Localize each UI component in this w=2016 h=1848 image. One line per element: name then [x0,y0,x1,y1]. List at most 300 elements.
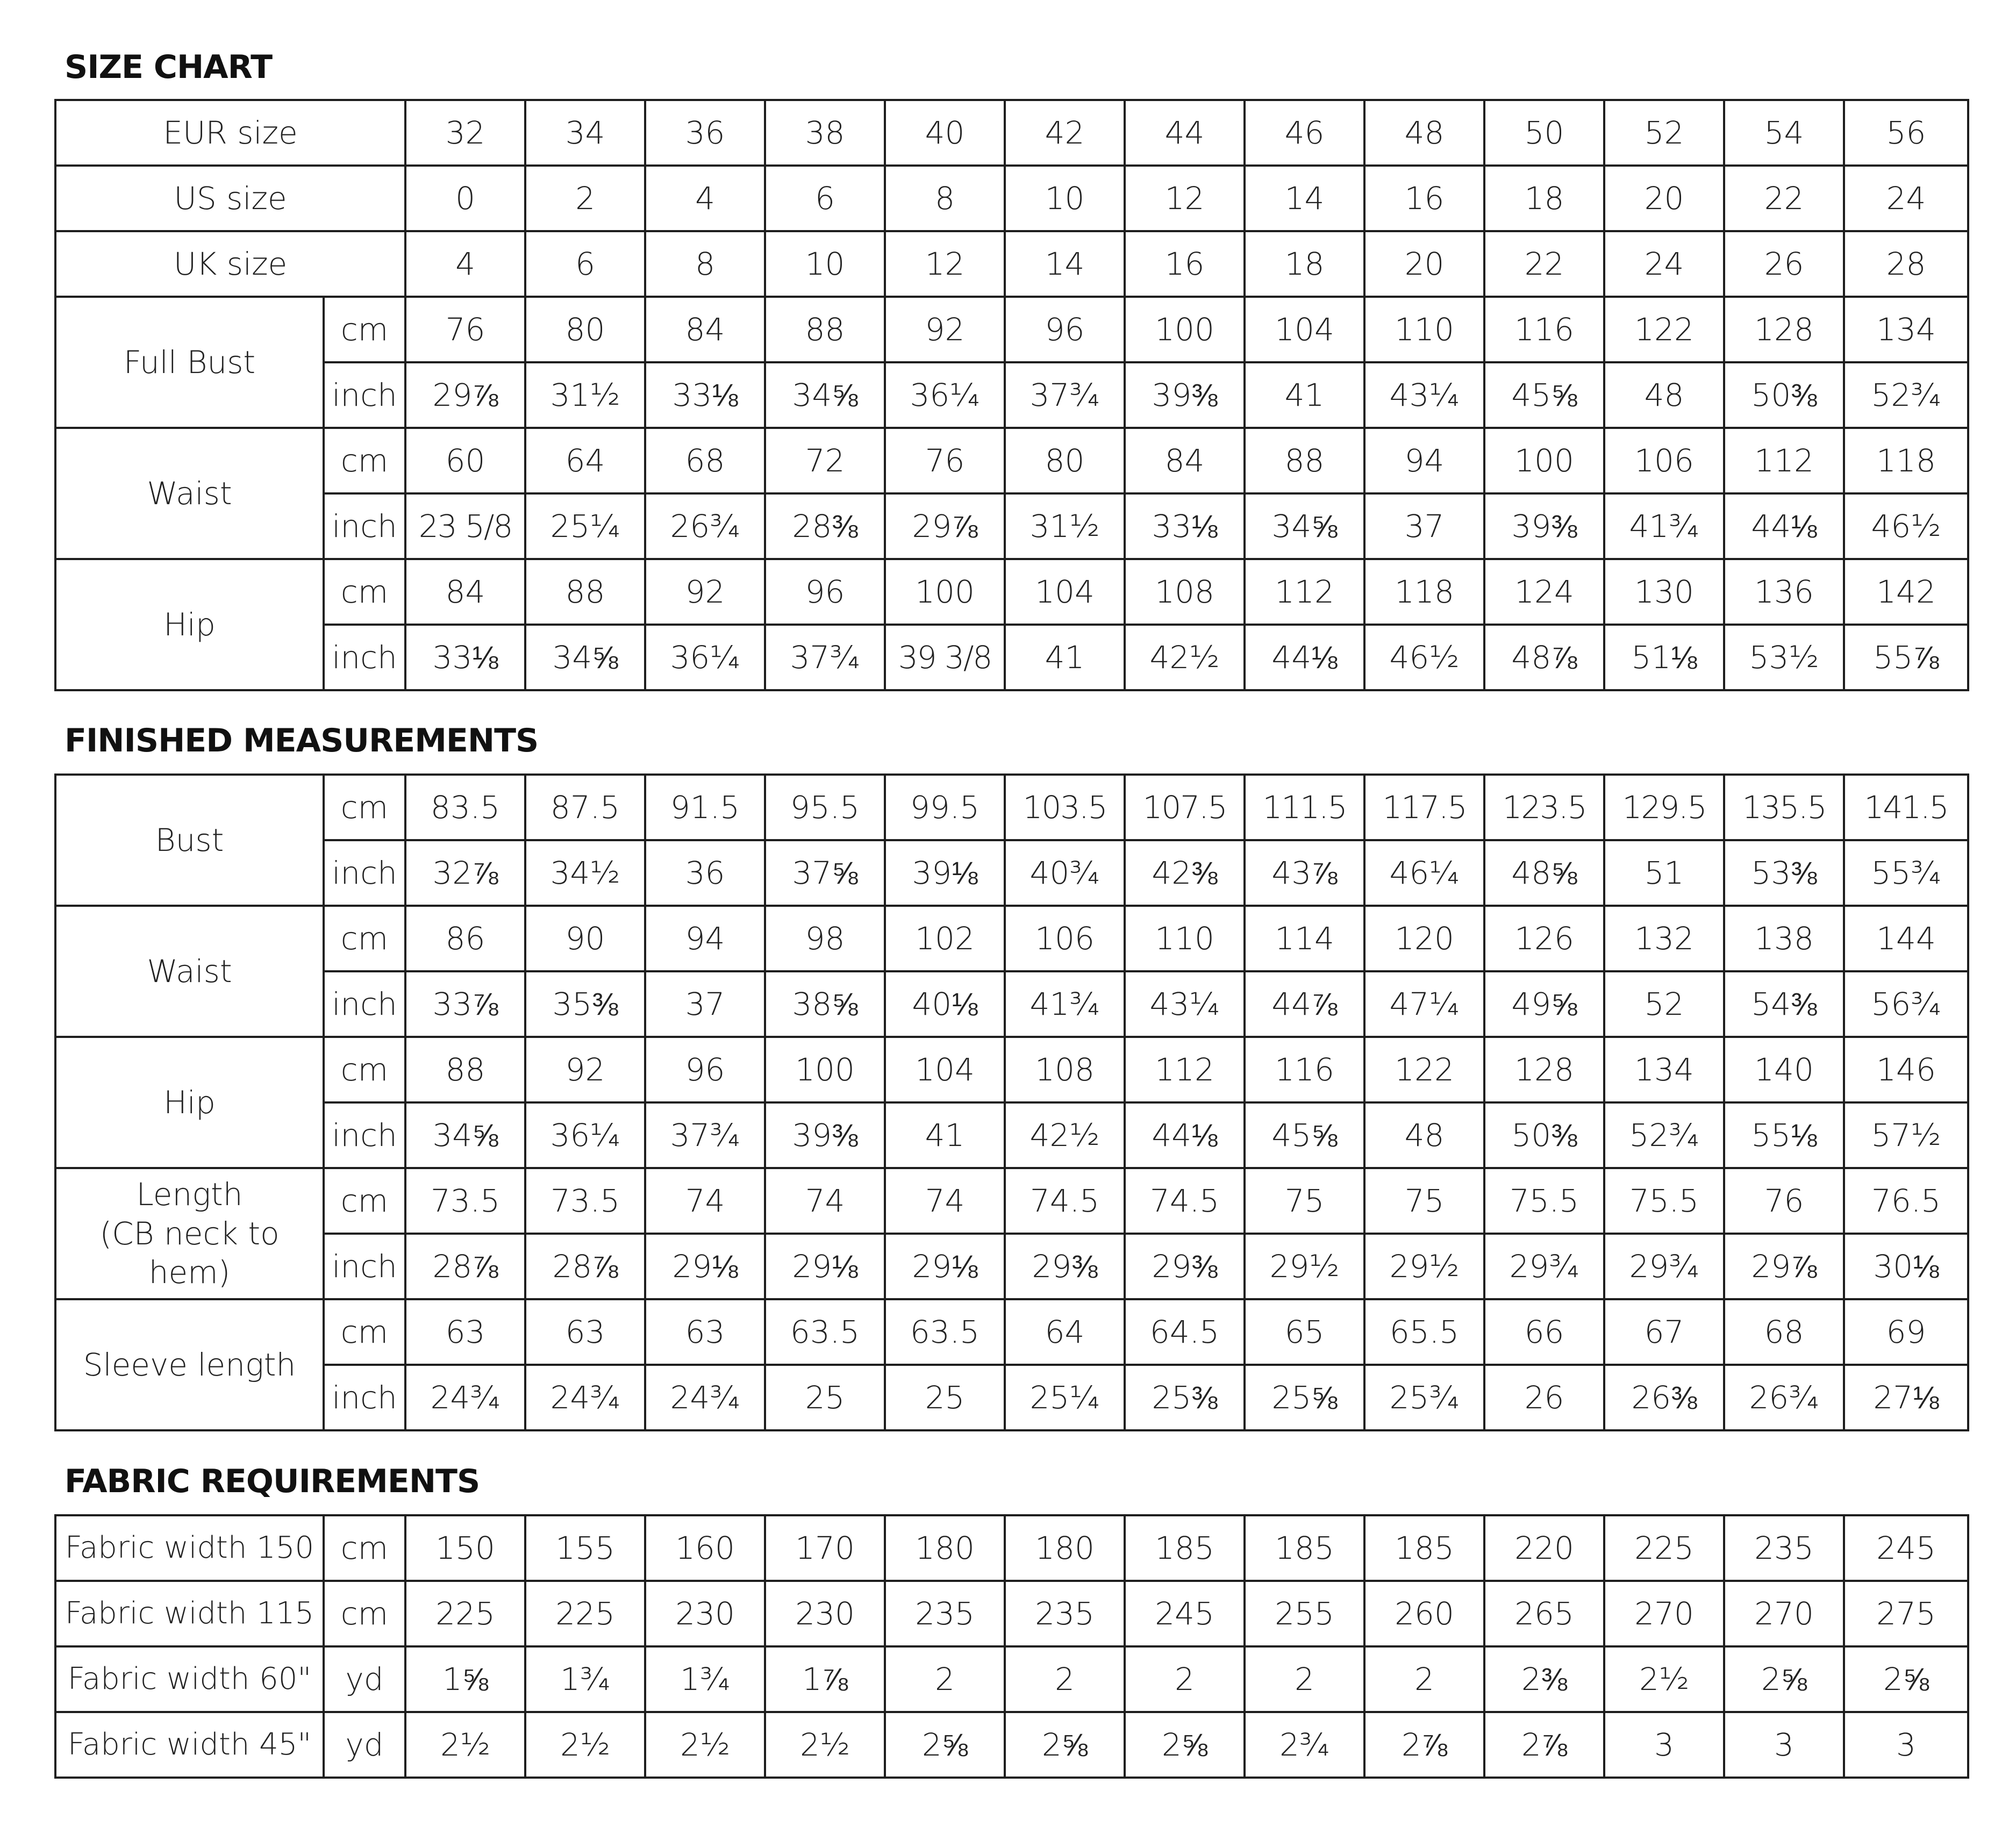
value-cell: 100 [885,559,1005,625]
value-cell: 75.5 [1484,1168,1604,1234]
value-cell: 42½ [1005,1102,1125,1168]
value-cell: 68 [645,428,765,493]
value-cell: 29¾ [1604,1234,1724,1299]
value-cell: 3 [1604,1712,1724,1778]
value-cell: 86 [405,906,525,971]
value-cell: 76 [885,428,1005,493]
value-cell: 34⅝ [405,1102,525,1168]
table-row [55,1712,1968,1778]
value-cell: 180 [885,1515,1005,1581]
value-cell: 53½ [1724,625,1844,690]
value-cell: 27⅛ [1844,1365,1968,1430]
value-cell: 24 [1844,166,1968,231]
value-cell: 2½ [645,1712,765,1778]
value-cell: 39⅜ [765,1102,885,1168]
value-cell: 63.5 [885,1299,1005,1365]
value-cell: 94 [645,906,765,971]
table-row [55,100,1968,166]
value-cell: 108 [1125,559,1245,625]
value-cell: 46 [1245,100,1364,166]
unit-cell: inch [324,840,405,906]
table-row [55,362,1968,428]
value-cell: 2⅝ [1844,1646,1968,1712]
fabric-label: Fabric width 150 [55,1515,324,1581]
value-cell: 4 [645,166,765,231]
value-cell: 28⅞ [405,1234,525,1299]
value-cell: 29½ [1245,1234,1364,1299]
unit-cell: cm [324,559,405,625]
value-cell: 235 [1724,1515,1844,1581]
value-cell: 18 [1245,231,1364,297]
value-cell: 48⅞ [1484,625,1604,690]
unit-cell: cm [324,1581,405,1646]
unit-cell: yd [324,1646,405,1712]
value-cell: 26¾ [1724,1365,1844,1430]
value-cell: 24 [1604,231,1724,297]
unit-cell: cm [324,775,405,840]
value-cell: 2 [885,1646,1005,1712]
value-cell: 52¾ [1604,1102,1724,1168]
value-cell: 34 [525,100,645,166]
unit-cell: cm [324,1515,405,1581]
value-cell: 1⅞ [765,1646,885,1712]
value-cell: 107.5 [1125,775,1245,840]
value-cell: 29⅛ [765,1234,885,1299]
value-cell: 25 [885,1365,1005,1430]
table-row [55,840,1968,906]
value-cell: 63 [645,1299,765,1365]
value-cell: 2½ [405,1712,525,1778]
value-cell: 2 [1005,1646,1125,1712]
value-cell: 96 [645,1037,765,1102]
value-cell: 112 [1724,428,1844,493]
unit-cell: inch [324,971,405,1037]
value-cell: 40⅛ [885,971,1005,1037]
table-row [55,493,1968,559]
value-cell: 2⅝ [1724,1646,1844,1712]
value-cell: 2⅞ [1364,1712,1484,1778]
value-cell: 150 [405,1515,525,1581]
value-cell: 83.5 [405,775,525,840]
value-cell: 2⅝ [1005,1712,1125,1778]
value-cell: 96 [1005,297,1125,362]
value-cell: 106 [1005,906,1125,971]
value-cell: 95.5 [765,775,885,840]
value-cell: 63 [405,1299,525,1365]
value-cell: 43¼ [1125,971,1245,1037]
value-cell: 53⅜ [1724,840,1844,906]
value-cell: 225 [1604,1515,1724,1581]
value-cell: 55⅛ [1724,1102,1844,1168]
measurement-name: Waist [147,952,232,990]
value-cell: 33⅞ [405,971,525,1037]
value-cell: 29⅜ [1125,1234,1245,1299]
value-cell: 255 [1245,1581,1364,1646]
value-cell: 37¾ [765,625,885,690]
value-cell: 155 [525,1515,645,1581]
value-cell: 32 [405,100,525,166]
value-cell: 100 [765,1037,885,1102]
value-cell: 2⅞ [1484,1712,1604,1778]
value-cell: 31½ [1005,493,1125,559]
measurement-name: Bust [155,821,224,858]
value-cell: 100 [1484,428,1604,493]
value-cell: 160 [645,1515,765,1581]
value-cell: 34⅝ [525,625,645,690]
value-cell: 88 [525,559,645,625]
value-cell: 24¾ [645,1365,765,1430]
value-cell: 104 [885,1037,1005,1102]
value-cell: 80 [1005,428,1125,493]
table-row [55,1299,1968,1365]
measurement-label [55,559,324,690]
value-cell: 25⅝ [1245,1365,1364,1430]
value-cell: 3 [1844,1712,1968,1778]
value-cell: 91.5 [645,775,765,840]
value-cell: 126 [1484,906,1604,971]
value-cell: 124 [1484,559,1604,625]
unit-cell: cm [324,428,405,493]
table-row [55,775,1968,840]
value-cell: 36¼ [645,625,765,690]
value-cell: 44 [1125,100,1245,166]
value-cell: 41¾ [1604,493,1724,559]
value-cell: 48 [1364,100,1484,166]
value-cell: 2½ [765,1712,885,1778]
value-cell: 225 [405,1581,525,1646]
value-cell: 25 [765,1365,885,1430]
value-cell: 36¼ [885,362,1005,428]
value-cell: 2½ [525,1712,645,1778]
measurement-name: Hip [163,1084,216,1121]
value-cell: 1¾ [525,1646,645,1712]
value-cell: 48 [1604,362,1724,428]
measurement-label [55,1168,324,1299]
value-cell: 29⅛ [645,1234,765,1299]
value-cell: 275 [1844,1581,1968,1646]
fabric-label: Fabric width 60" [55,1646,324,1712]
value-cell: 118 [1844,428,1968,493]
value-cell: 50⅜ [1724,362,1844,428]
finished-measurements-title: FINISHED MEASUREMENTS [65,722,539,760]
value-cell: 132 [1604,906,1724,971]
value-cell: 84 [1125,428,1245,493]
value-cell: 185 [1125,1515,1245,1581]
unit-cell: inch [324,1234,405,1299]
value-cell: 65.5 [1364,1299,1484,1365]
measurement-label [55,1037,324,1168]
value-cell: 2¾ [1245,1712,1364,1778]
value-cell: 42½ [1125,625,1245,690]
value-cell: 87.5 [525,775,645,840]
value-cell: 88 [765,297,885,362]
unit-cell: inch [324,625,405,690]
value-cell: 2 [525,166,645,231]
value-cell: 41 [1005,625,1125,690]
value-cell: 29⅜ [1005,1234,1125,1299]
value-cell: 73.5 [525,1168,645,1234]
measurement-name: Length [136,1176,243,1213]
unit-cell: inch [324,1102,405,1168]
value-cell: 75 [1245,1168,1364,1234]
value-cell: 118 [1364,559,1484,625]
fabric-requirements-title: FABRIC REQUIREMENTS [65,1463,480,1500]
value-cell: 34½ [525,840,645,906]
value-cell: 10 [1005,166,1125,231]
value-cell: 32⅞ [405,840,525,906]
value-cell: 18 [1484,166,1604,231]
value-cell: 48⅝ [1484,840,1604,906]
value-cell: 114 [1245,906,1364,971]
fabric-label: Fabric width 115 [55,1581,324,1646]
value-cell: 46¼ [1364,840,1484,906]
measurement-label [55,775,324,906]
value-cell: 122 [1364,1037,1484,1102]
fabric-label: Fabric width 45" [55,1712,324,1778]
value-cell: 16 [1125,231,1245,297]
value-cell: 33⅛ [405,625,525,690]
value-cell: 35⅜ [525,971,645,1037]
value-cell: 116 [1484,297,1604,362]
value-cell: 88 [1245,428,1364,493]
table-row [55,231,1968,297]
value-cell: 104 [1005,559,1125,625]
fabric-requirements-table [54,1514,1969,1779]
value-cell: 33⅛ [1125,493,1245,559]
value-cell: 84 [645,297,765,362]
value-cell: 73.5 [405,1168,525,1234]
table-row [55,1168,1968,1234]
value-cell: 84 [405,559,525,625]
value-cell: 130 [1604,559,1724,625]
value-cell: 110 [1125,906,1245,971]
value-cell: 37 [1364,493,1484,559]
measurement-label [55,428,324,559]
value-cell: 46½ [1364,625,1484,690]
value-cell: 75.5 [1604,1168,1724,1234]
value-cell: 50⅜ [1484,1102,1604,1168]
value-cell: 29¾ [1484,1234,1604,1299]
value-cell: 51⅛ [1604,625,1724,690]
value-cell: 10 [765,231,885,297]
value-cell: 142 [1844,559,1968,625]
value-cell: 29⅞ [1724,1234,1844,1299]
value-cell: 2 [1125,1646,1245,1712]
measurement-name: Full Bust [123,343,256,381]
value-cell: 24¾ [525,1365,645,1430]
value-cell: 99.5 [885,775,1005,840]
value-cell: 260 [1364,1581,1484,1646]
value-cell: 88 [405,1037,525,1102]
size-chart-table [54,99,1969,691]
unit-cell: cm [324,1168,405,1234]
value-cell: 40 [885,100,1005,166]
measurement-label [55,297,324,428]
value-cell: 56¾ [1844,971,1968,1037]
table-row [55,1581,1968,1646]
value-cell: 31½ [525,362,645,428]
value-cell: 134 [1844,297,1968,362]
value-cell: 22 [1724,166,1844,231]
unit-cell: cm [324,297,405,362]
value-cell: 34⅝ [765,362,885,428]
value-cell: 36¼ [525,1102,645,1168]
value-cell: 135.5 [1724,775,1844,840]
value-cell: 146 [1844,1037,1968,1102]
value-cell: 44⅛ [1724,493,1844,559]
value-cell: 123.5 [1484,775,1604,840]
value-cell: 51 [1604,840,1724,906]
value-cell: 43¼ [1364,362,1484,428]
value-cell: 64 [525,428,645,493]
value-cell: 44⅞ [1245,971,1364,1037]
value-cell: 104 [1245,297,1364,362]
value-cell: 64 [1005,1299,1125,1365]
value-cell: 28⅞ [525,1234,645,1299]
value-cell: 170 [765,1515,885,1581]
value-cell: 24¾ [405,1365,525,1430]
value-cell: 134 [1604,1037,1724,1102]
value-cell: 37 [645,971,765,1037]
value-cell: 92 [525,1037,645,1102]
value-cell: 2⅜ [1484,1646,1604,1712]
value-cell: 2⅝ [1125,1712,1245,1778]
value-cell: 56 [1844,100,1968,166]
value-cell: 2 [1364,1646,1484,1712]
value-cell: 49⅝ [1484,971,1604,1037]
value-cell: 44⅛ [1245,625,1364,690]
value-cell: 36 [645,840,765,906]
table-row [55,1037,1968,1102]
unit-cell: inch [324,362,405,428]
value-cell: 180 [1005,1515,1125,1581]
value-cell: 76 [405,297,525,362]
value-cell: 39⅜ [1125,362,1245,428]
value-cell: 29⅞ [405,362,525,428]
value-cell: 12 [885,231,1005,297]
value-cell: 41 [885,1102,1005,1168]
value-cell: 110 [1364,297,1484,362]
value-cell: 28 [1844,231,1968,297]
value-cell: 46½ [1844,493,1968,559]
value-cell: 37¾ [645,1102,765,1168]
value-cell: 108 [1005,1037,1125,1102]
value-cell: 141.5 [1844,775,1968,840]
value-cell: 26⅜ [1604,1365,1724,1430]
value-cell: 39⅛ [885,840,1005,906]
value-cell: 55¾ [1844,840,1968,906]
value-cell: 54 [1724,100,1844,166]
value-cell: 74 [645,1168,765,1234]
value-cell: 270 [1724,1581,1844,1646]
value-cell: 43⅞ [1245,840,1364,906]
value-cell: 16 [1364,166,1484,231]
value-cell: 67 [1604,1299,1724,1365]
value-cell: 29½ [1364,1234,1484,1299]
value-cell: 0 [405,166,525,231]
value-cell: 76 [1724,1168,1844,1234]
value-cell: 80 [525,297,645,362]
value-cell: 68 [1724,1299,1844,1365]
value-cell: 98 [765,906,885,971]
value-cell: 230 [645,1581,765,1646]
table-row [55,1102,1968,1168]
value-cell: 92 [645,559,765,625]
value-cell: 47¼ [1364,971,1484,1037]
value-cell: 36 [645,100,765,166]
value-cell: 74.5 [1005,1168,1125,1234]
unit-cell: cm [324,906,405,971]
value-cell: 74 [765,1168,885,1234]
value-cell: 33⅛ [645,362,765,428]
value-cell: 94 [1364,428,1484,493]
table-row [55,625,1968,690]
measurement-name: Waist [147,475,232,512]
value-cell: 50 [1484,100,1604,166]
size-chart-title: SIZE CHART [65,48,273,86]
table-row [55,1234,1968,1299]
value-cell: 25¼ [1005,1365,1125,1430]
value-cell: 37¾ [1005,362,1125,428]
value-cell: 1⅝ [405,1646,525,1712]
table-row [55,906,1968,971]
value-cell: 74 [885,1168,1005,1234]
value-cell: 270 [1604,1581,1724,1646]
value-cell: 54⅜ [1724,971,1844,1037]
value-cell: 117.5 [1364,775,1484,840]
value-cell: 2½ [1604,1646,1724,1712]
value-cell: 128 [1724,297,1844,362]
value-cell: 20 [1364,231,1484,297]
value-cell: 2⅝ [885,1712,1005,1778]
value-cell: 3 [1724,1712,1844,1778]
value-cell: 74.5 [1125,1168,1245,1234]
value-cell: 12 [1125,166,1245,231]
value-cell: 2 [1245,1646,1364,1712]
value-cell: 41¾ [1005,971,1125,1037]
measurement-label [55,906,324,1037]
value-cell: 103.5 [1005,775,1125,840]
value-cell: 138 [1724,906,1844,971]
value-cell: 25¾ [1364,1365,1484,1430]
value-cell: 4 [405,231,525,297]
measurement-name: Sleeve length [83,1346,296,1383]
value-cell: 122 [1604,297,1724,362]
value-cell: 29⅞ [885,493,1005,559]
value-cell: 136 [1724,559,1844,625]
unit-cell: inch [324,493,405,559]
table-row [55,166,1968,231]
value-cell: 25⅜ [1125,1365,1245,1430]
value-cell: 25¼ [525,493,645,559]
value-cell: 116 [1245,1037,1364,1102]
value-cell: 112 [1125,1037,1245,1102]
measurement-sublabel: (CB neck to hem) [99,1215,280,1291]
value-cell: 129.5 [1604,775,1724,840]
value-cell: 245 [1125,1581,1245,1646]
table-row [55,1365,1968,1430]
value-cell: 65 [1245,1299,1364,1365]
size-label: US size [55,166,405,231]
value-cell: 102 [885,906,1005,971]
value-cell: 42 [1005,100,1125,166]
value-cell: 52 [1604,971,1724,1037]
value-cell: 6 [765,166,885,231]
value-cell: 38 [765,100,885,166]
table-row [55,1515,1968,1581]
value-cell: 96 [765,559,885,625]
value-cell: 44⅛ [1125,1102,1245,1168]
